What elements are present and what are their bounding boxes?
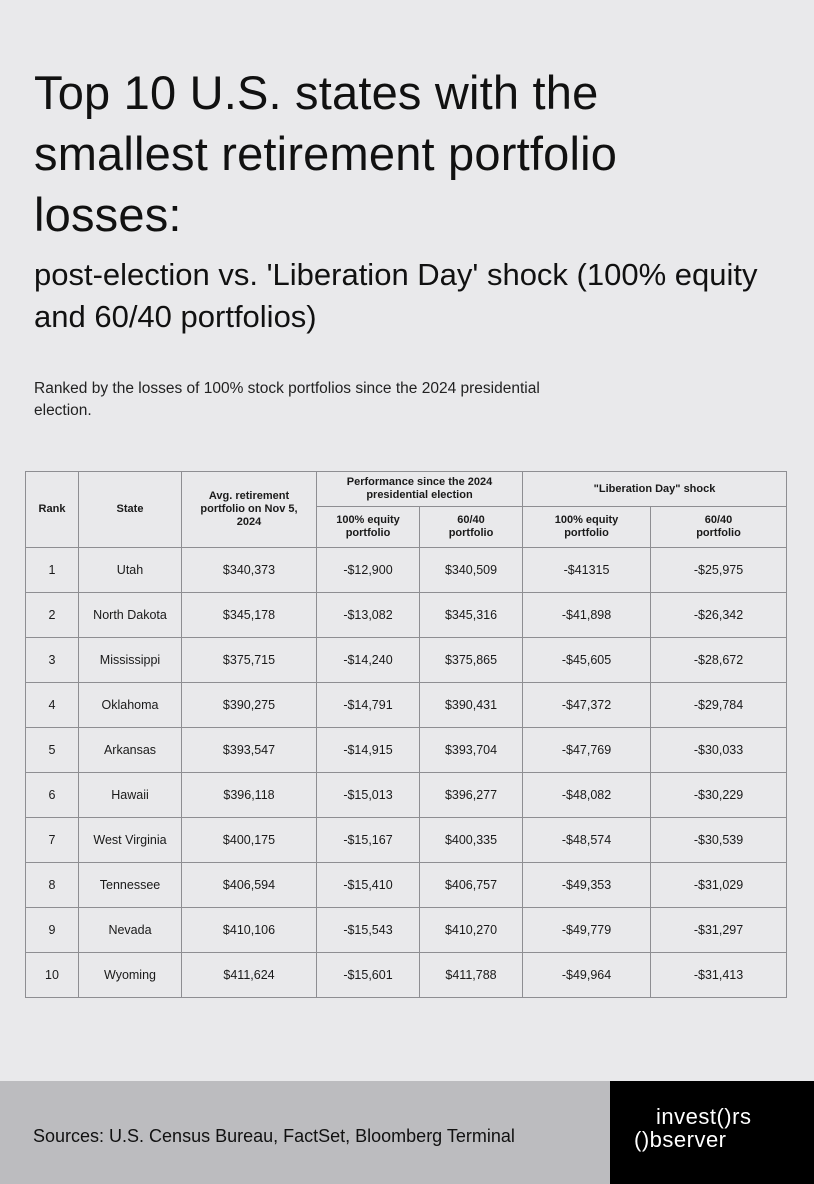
cell-state: Wyoming [79, 953, 182, 998]
cell-election-equity: -$14,791 [317, 683, 420, 728]
investors-observer-logo [610, 1081, 814, 1184]
cell-election-equity: -$15,167 [317, 818, 420, 863]
table-row [26, 863, 787, 908]
cell-liberation-equity: -$48,082 [523, 773, 651, 818]
cell-election-equity: -$15,601 [317, 953, 420, 998]
cell-rank: 3 [26, 638, 79, 683]
cell-avg-portfolio: $340,373 [182, 548, 317, 593]
table-row [26, 953, 787, 998]
table-row [26, 818, 787, 863]
header-liberation-equity: 100% equity portfolio [523, 507, 651, 548]
cell-state: Arkansas [79, 728, 182, 773]
cell-election-equity: -$14,240 [317, 638, 420, 683]
cell-state: West Virginia [79, 818, 182, 863]
cell-liberation-equity: -$47,769 [523, 728, 651, 773]
table-row [26, 548, 787, 593]
cell-liberation-6040: -$31,029 [651, 863, 787, 908]
data-table [25, 471, 787, 998]
cell-state: Utah [79, 548, 182, 593]
cell-liberation-6040: -$29,784 [651, 683, 787, 728]
cell-state: Tennessee [79, 863, 182, 908]
header-election-6040: 60/40 portfolio [420, 507, 523, 548]
cell-rank: 9 [26, 908, 79, 953]
cell-state: Oklahoma [79, 683, 182, 728]
header-avg-portfolio: Avg. retirement portfolio on Nov 5, 2024 [182, 472, 317, 548]
cell-liberation-equity: -$48,574 [523, 818, 651, 863]
cell-avg-portfolio: $396,118 [182, 773, 317, 818]
header-group-election: Performance since the 2024 presidential election [317, 472, 523, 507]
cell-liberation-equity: -$49,964 [523, 953, 651, 998]
table-row [26, 728, 787, 773]
cell-state: Mississippi [79, 638, 182, 683]
cell-election-equity: -$13,082 [317, 593, 420, 638]
cell-liberation-6040: -$26,342 [651, 593, 787, 638]
cell-election-6040: $406,757 [420, 863, 523, 908]
cell-avg-portfolio: $400,175 [182, 818, 317, 863]
cell-rank: 7 [26, 818, 79, 863]
cell-liberation-6040: -$30,229 [651, 773, 787, 818]
cell-liberation-equity: -$49,353 [523, 863, 651, 908]
cell-liberation-6040: -$30,539 [651, 818, 787, 863]
cell-avg-portfolio: $390,275 [182, 683, 317, 728]
cell-election-6040: $400,335 [420, 818, 523, 863]
cell-avg-portfolio: $410,106 [182, 908, 317, 953]
cell-election-6040: $345,316 [420, 593, 523, 638]
cell-election-6040: $375,865 [420, 638, 523, 683]
cell-election-6040: $393,704 [420, 728, 523, 773]
header-state: State [79, 472, 182, 548]
logo-line-2: ()bserver [634, 1127, 727, 1152]
header-rank: Rank [26, 472, 79, 548]
cell-avg-portfolio: $393,547 [182, 728, 317, 773]
header-group-liberation: "Liberation Day" shock [523, 472, 787, 507]
cell-liberation-6040: -$31,297 [651, 908, 787, 953]
cell-election-6040: $390,431 [420, 683, 523, 728]
page-subtitle: post-election vs. 'Liberation Day' shock (100% equity and 60/40 portfolios) [34, 257, 758, 334]
cell-avg-portfolio: $345,178 [182, 593, 317, 638]
cell-rank: 8 [26, 863, 79, 908]
table-row [26, 773, 787, 818]
cell-rank: 4 [26, 683, 79, 728]
cell-state: Hawaii [79, 773, 182, 818]
header-election-equity: 100% equity portfolio [317, 507, 420, 548]
cell-liberation-equity: -$49,779 [523, 908, 651, 953]
cell-election-equity: -$15,543 [317, 908, 420, 953]
table-row [26, 593, 787, 638]
cell-liberation-6040: -$25,975 [651, 548, 787, 593]
cell-avg-portfolio: $411,624 [182, 953, 317, 998]
cell-election-equity: -$14,915 [317, 728, 420, 773]
cell-liberation-equity: -$41,898 [523, 593, 651, 638]
cell-election-6040: $396,277 [420, 773, 523, 818]
page-title: Top 10 U.S. states with the smallest retirement portfolio losses: [34, 66, 618, 241]
table-row [26, 638, 787, 683]
cell-election-equity: -$15,410 [317, 863, 420, 908]
header-liberation-6040: 60/40 portfolio [651, 507, 787, 548]
cell-election-equity: -$12,900 [317, 548, 420, 593]
cell-rank: 6 [26, 773, 79, 818]
cell-liberation-6040: -$31,413 [651, 953, 787, 998]
table-body [26, 548, 787, 998]
cell-avg-portfolio: $406,594 [182, 863, 317, 908]
cell-election-6040: $411,788 [420, 953, 523, 998]
cell-liberation-equity: -$47,372 [523, 683, 651, 728]
cell-liberation-equity: -$41315 [523, 548, 651, 593]
cell-rank: 5 [26, 728, 79, 773]
cell-rank: 1 [26, 548, 79, 593]
cell-rank: 2 [26, 593, 79, 638]
sources-text: Sources: U.S. Census Bureau, FactSet, Bloomberg Terminal [33, 1126, 515, 1146]
cell-liberation-6040: -$30,033 [651, 728, 787, 773]
ranking-note: Ranked by the losses of 100% stock portfolios since the 2024 presidential election. [34, 380, 540, 419]
cell-election-6040: $340,509 [420, 548, 523, 593]
table-row [26, 683, 787, 728]
cell-liberation-6040: -$28,672 [651, 638, 787, 683]
table-row [26, 908, 787, 953]
cell-rank: 10 [26, 953, 79, 998]
cell-election-6040: $410,270 [420, 908, 523, 953]
cell-state: North Dakota [79, 593, 182, 638]
cell-liberation-equity: -$45,605 [523, 638, 651, 683]
cell-election-equity: -$15,013 [317, 773, 420, 818]
logo-line-1: invest()rs [656, 1104, 752, 1129]
cell-avg-portfolio: $375,715 [182, 638, 317, 683]
cell-state: Nevada [79, 908, 182, 953]
